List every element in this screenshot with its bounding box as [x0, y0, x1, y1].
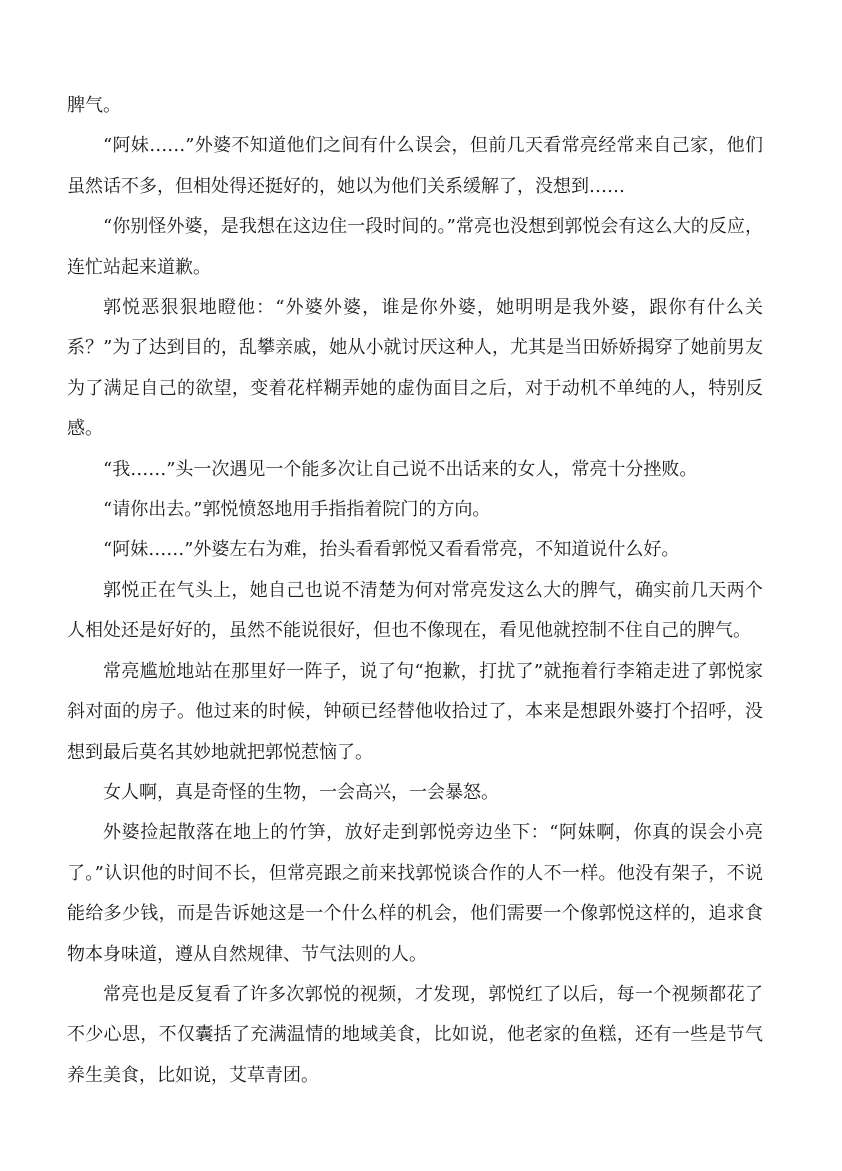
paragraph: 脾气。: [67, 95, 121, 116]
document-page: [67, 86, 763, 1096]
paragraph: 女人啊，真是奇怪的生物，一会高兴，一会暴怒。: [103, 781, 499, 803]
paragraph: 常亮也是反复看了许多次郭悦的视频，才发现，郭悦红了以后，每一个视频都花了不少心思，不仅囊括了充满温情的地域美食，比如说，他老家的鱼糕，还有一些是节气养生美食，比如说，艾草青团。: [67, 983, 763, 1086]
paragraph: “阿妹……”外婆不知道他们之间有什么误会，但前几天看常亮经常来自己家，他们虽然话不多，但相处得还挺好的，她以为他们关系缓解了，没想到……: [67, 135, 763, 197]
paragraph: “请你出去。”郭悦愤怒地用手指指着院门的方向。: [103, 499, 491, 521]
paragraph: 郭悦正在气头上，她自己也说不清楚为何对常亮发这么大的脾气，确实前几天两个人相处还是好好的，虽然不能说很好，但也不像现在，看见他就控制不住自己的脾气。: [67, 579, 763, 642]
paragraph: “我……”头一次遇见一个能多次让自己说不出话来的女人，常亮十分挫败。: [103, 458, 698, 480]
paragraph: 外婆捡起散落在地上的竹笋，放好走到郭悦旁边坐下：“阿妹啊，你真的误会小亮了。”认识他的时间不长，但常亮跟之前来找郭悦谈合作的人不一样。他没有架子，不说能给多少钱，而是告诉她这是一个什么样的机会，他们需要一个像郭悦这样的，追求食物本身味道，遵从自然规律、节气法则的人。: [67, 822, 763, 965]
paragraph: “你别怪外婆，是我想在这边住一段时间的。”常亮也没想到郭悦会有这么大的反应，连忙站起来道歉。: [67, 216, 763, 278]
paragraph: 常亮尴尬地站在那里好一阵子，说了句“抱歉，打扰了”就拖着行李箱走进了郭悦家斜对面的房子。他过来的时候，钟硕已经替他收拾过了，本来是想跟外婆打个招呼，没想到最后莫名其妙地就把郭悦惹恼了。: [67, 660, 763, 763]
paragraph: 郭悦恶狠狠地瞪他：“外婆外婆，谁是你外婆，她明明是我外婆，跟你有什么关系？”为了达到目的，乱攀亲戚，她从小就讨厌这种人，尤其是当田娇娇揭穿了她前男友为了满足自己的欲望，变着花样糊弄她的虚伪面目之后，对于动机不单纯的人，特别反感。: [67, 297, 763, 440]
paragraph: “阿妹……”外婆左右为难，抬头看看郭悦又看看常亮，不知道说什么好。: [103, 539, 680, 561]
